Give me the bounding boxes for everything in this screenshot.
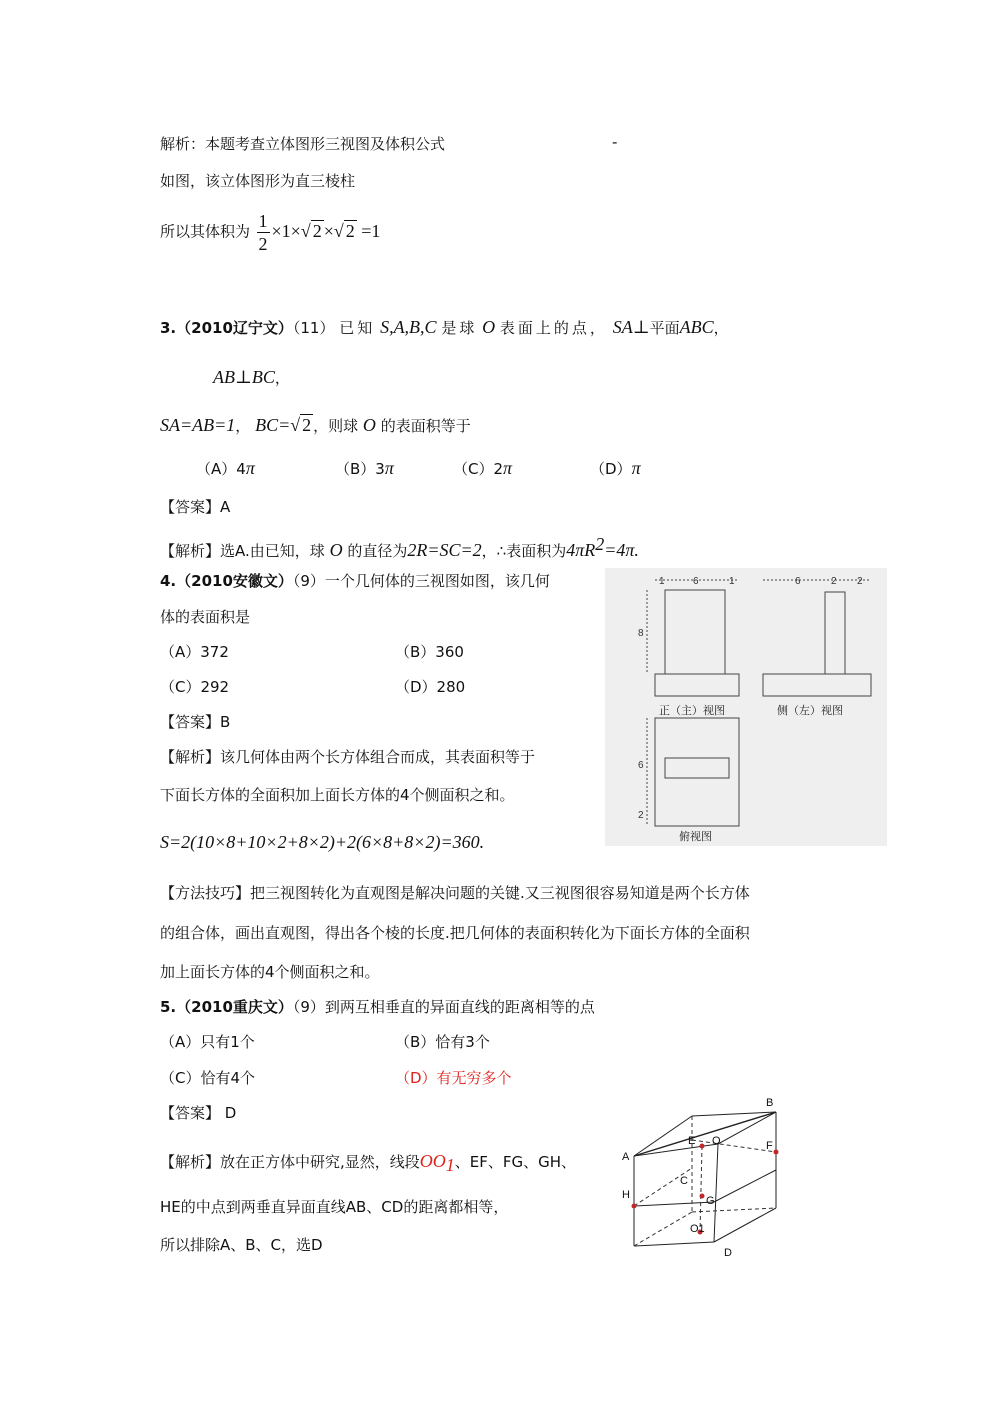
q3-sol-text-2: 的直径为 — [347, 542, 408, 560]
prev-volume-prefix: 所以其体积为 — [160, 222, 251, 241]
dim-2: 2 — [831, 576, 837, 587]
edge-a-front — [634, 1144, 718, 1156]
q3-line1 — [160, 316, 729, 339]
dim-6: 6 — [693, 576, 699, 587]
label-o1: O1 — [690, 1223, 705, 1235]
q3-sphere-o: O — [482, 317, 496, 337]
front-view-title: 正（主）视图 — [659, 705, 725, 717]
dim-6b: 6 — [795, 576, 801, 587]
q3-line2 — [213, 366, 290, 389]
q5-sol-segment: OO — [419, 1151, 446, 1171]
q3-number: （11） — [292, 319, 335, 337]
dim-2c: 2 — [638, 810, 644, 821]
point-o — [700, 1144, 705, 1149]
hidden-mid-left — [634, 1168, 692, 1206]
q5-option-a: （A）只有1个 — [160, 1033, 255, 1051]
q4-solution-2: 下面长方体的全面积加上面长方体的4个侧面积之和。 — [160, 786, 515, 804]
q4-three-view-figure — [605, 568, 887, 846]
q3-sa-ab-eq: SA=AB=1 — [160, 415, 236, 435]
dim-2b: 2 — [857, 576, 863, 587]
q5-line1 — [160, 997, 595, 1017]
frac-numerator: 1 — [258, 211, 268, 231]
q3-bc-radicand: 2 — [302, 415, 312, 435]
edge-top-left — [634, 1116, 692, 1156]
q3-text-1: 已知 — [339, 319, 376, 337]
dim-8: 8 — [638, 628, 644, 639]
edge-bottom-right — [714, 1208, 776, 1242]
point-f — [774, 1150, 779, 1155]
q3-text-2: 是球 — [441, 319, 478, 337]
prev-solution-line2: 如图，该立体图形为直三棱柱 — [160, 172, 356, 190]
mid-line-front — [634, 1202, 714, 1206]
volume-result: =1 — [361, 220, 381, 241]
edge-bottom-front — [634, 1242, 714, 1246]
point-g — [700, 1194, 705, 1199]
q3-sol-area-b: =4π. — [604, 540, 639, 560]
sqrt-radicand-2: 2 — [345, 220, 355, 241]
q3-solution — [160, 532, 639, 563]
q3-line3: SA=AB=1， BC=√ 2 ，则球 O 的表面积等于 — [160, 415, 471, 435]
line-cd — [700, 1146, 702, 1232]
q3-points: S,A,B,C — [380, 317, 437, 337]
q3-sa-perp: SA⊥ — [612, 317, 650, 337]
label-b: B — [766, 1097, 774, 1109]
prev-volume-formula: 所以其体积为 $\frac{1}{2}$ ×1×√ 2 ×√ 2 =1 — [160, 211, 381, 254]
label-g: G — [706, 1195, 715, 1207]
q3-heading: 3.（2010辽宁文） — [160, 319, 293, 337]
q5-option-b: （B）恰有3个 — [395, 1033, 490, 1051]
q3-sol-square: 2 — [595, 534, 605, 554]
times-2: × — [323, 220, 334, 241]
prev-solution-line1: 解析：本题考查立体图形三视图及体积公式 — [160, 135, 446, 153]
q4-tip-2: 的组合体，画出直观图，得出各个棱的长度.把几何体的表面积转化为下面长方体的全面积 — [160, 924, 750, 942]
q3-text-3: 表面上的点， — [499, 319, 608, 337]
frac-denominator: 2 — [258, 234, 268, 254]
q4-option-b: （B）360 — [395, 643, 464, 661]
side-view-title: 侧（左）视图 — [777, 705, 843, 717]
q5-solution-2: HE的中点到两垂直异面直线AB、CD的距离都相等， — [160, 1198, 509, 1216]
q5-sol-subscript: 1 — [445, 1155, 455, 1175]
q3-comma2: ， — [235, 417, 251, 435]
label-o: O — [712, 1135, 721, 1147]
dim-6c: 6 — [638, 760, 644, 771]
q4-text-1: （9）一个几何体的三视图如图，该几何 — [292, 572, 550, 590]
q3-ab-perp-bc: AB⊥BC — [213, 367, 275, 387]
q3-sol-diameter: 2R=SC=2 — [407, 540, 482, 560]
q3-comma: ， — [713, 319, 729, 337]
edge-front-right — [714, 1144, 718, 1242]
label-h: H — [622, 1189, 630, 1201]
q3-abc: ABC — [679, 317, 714, 337]
q3-answer: 【答案】A — [160, 498, 231, 516]
q5-option-c: （C）恰有4个 — [160, 1069, 256, 1087]
label-e: E — [688, 1135, 696, 1147]
q3-option-d: （D）π — [590, 458, 641, 478]
q4-option-c: （C）292 — [160, 678, 230, 696]
q3-option-c: （C）2π — [453, 458, 513, 478]
q3-text-4: ，则球 — [313, 417, 359, 435]
q4-tip-3: 加上面长方体的4个侧面积之和。 — [160, 963, 380, 981]
q3-line2-comma: ， — [274, 369, 290, 387]
q3-sol-text-3: ，∴表面积为 — [481, 542, 567, 560]
q4-solution-1: 【解析】该几何体由两个长方体组合而成，其表面积等于 — [160, 748, 536, 766]
q4-line2: 体的表面积是 — [160, 608, 251, 626]
q3-sol-o: O — [329, 540, 343, 560]
q4-heading: 4.（2010安徽文） — [160, 572, 293, 590]
hidden-edge-bottom-left — [634, 1212, 692, 1246]
point-h — [632, 1204, 637, 1209]
q3-sphere-o-2: O — [362, 415, 376, 435]
dim-1: 1 — [659, 576, 665, 587]
q5-cube-figure — [618, 1092, 808, 1264]
label-d: D — [724, 1247, 732, 1259]
label-c: C — [680, 1175, 688, 1187]
sqrt-radicand-1: 2 — [312, 220, 322, 241]
q3-sol-area-a: 4πR — [566, 540, 596, 560]
mid-line-right — [714, 1170, 776, 1202]
q5-answer: 【答案】 D — [160, 1104, 237, 1122]
label-a: A — [622, 1151, 630, 1163]
q4-option-d: （D）280 — [395, 678, 466, 696]
q3-text-5: 的表面积等于 — [380, 417, 471, 435]
label-f: F — [766, 1140, 773, 1152]
q4-option-a: （A）372 — [160, 643, 229, 661]
q4-line1 — [160, 571, 550, 591]
hidden-edge-back-bottom — [692, 1208, 776, 1212]
q3-text-plane: 平面 — [649, 319, 680, 337]
q3-option-a: （A）4π — [196, 458, 255, 478]
q3-sol-text-1: 【解析】选A.由已知，球 — [160, 542, 325, 560]
q5-text-1: （9）到两互相垂直的异面直线的距离相等的点 — [292, 998, 595, 1016]
stray-dash: - — [612, 133, 618, 151]
q5-option-d: （D）有无穷多个 — [395, 1069, 512, 1087]
q5-sol-text-1: 【解析】放在正方体中研究,显然，线段 — [160, 1153, 420, 1171]
q4-tip-1: 【方法技巧】把三视图转化为直观图是解决问题的关键.又三视图很容易知道是两个长方体 — [160, 884, 750, 902]
q5-heading: 5.（2010重庆文） — [160, 998, 293, 1016]
top-view-title: 俯视图 — [679, 831, 712, 843]
q5-sol-text-2: 、EF、FG、GH、 — [454, 1153, 577, 1171]
q4-answer: 【答案】B — [160, 713, 231, 731]
q3-bc-eq: BC= — [255, 415, 291, 435]
times-1: ×1× — [271, 220, 301, 241]
q4-formula: S=2(10×8+10×2+8×2)+2(6×8+8×2)=360. — [160, 832, 485, 852]
q5-solution-3: 所以排除A、B、C，选D — [160, 1236, 323, 1254]
dim-1b: 1 — [729, 576, 735, 587]
q5-solution-1 — [160, 1149, 576, 1177]
q3-option-b: （B）3π — [335, 458, 394, 478]
